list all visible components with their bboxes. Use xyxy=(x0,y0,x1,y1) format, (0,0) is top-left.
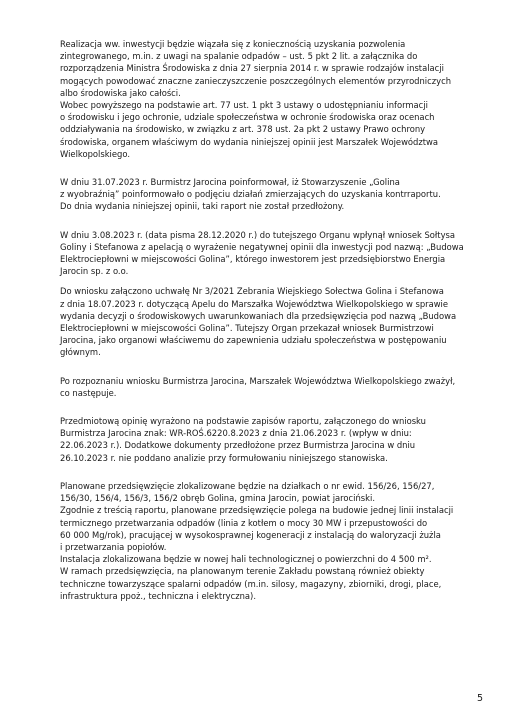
document-body xyxy=(60,38,492,602)
text-line: Burmistrza Jarocina znak: WR-ROŚ.6220.8.2023 z dnia 21.06.2023 r. (wpływ w dniu: xyxy=(60,428,412,439)
text-line: Zgodnie z treścią raportu, planowane przedsięwzięcie polega na budowie jednej linii instalacji xyxy=(60,505,454,516)
text-line: 60 000 Mg/rok), pracującej w wysokosprawnej kogeneracji z instalacją do waloryzacji żużla xyxy=(60,529,441,540)
text-line: Instalacja zlokalizowana będzie w nowej hali technologicznej o powierzchni do 4 500 m². xyxy=(60,554,432,565)
paragraph-sołtys-request xyxy=(60,229,492,278)
paragraph-project-description xyxy=(60,480,492,602)
text-line: 22.06.2023 r.). Dodatkowe dokumenty przedłożone przez Burmistrza Jarocina w dniu xyxy=(60,440,416,451)
text-line: 156/30, 156/4, 156/3, 156/2 obręb Golina, gmina Jarocin, powiat jarociński. xyxy=(60,493,375,504)
text-line: 26.10.2023 r. nie poddano analizie przy formułowaniu niniejszego stanowiska. xyxy=(60,452,388,463)
text-line: Jarocin sp. z o.o. xyxy=(60,266,129,277)
paragraph-resolution-attachment xyxy=(60,285,492,358)
text-line: Goliny i Stefanowa z apelacją o wyrażenie negatywnej opinii dla inwestycji pod nazwą: „Budowa xyxy=(60,241,464,252)
text-line: z dnia 18.07.2023 r. dotyczącą Apelu do Marszałka Województwa Wielkopolskiego w sprawie xyxy=(60,298,449,309)
text-line: o środowisku i jego ochronie, udziale społeczeństwa w ochronie środowiska oraz ocenach xyxy=(60,112,435,123)
paragraph-counter-report xyxy=(60,176,492,213)
text-line: Planowane przedsięwzięcie zlokalizowane będzie na działkach o nr ewid. 156/26, 156/27, xyxy=(60,480,435,491)
text-line: Do dnia wydania niniejszej opinii, taki raport nie został przedłożony. xyxy=(60,201,345,212)
text-line: Po rozpoznaniu wniosku Burmistrza Jarocina, Marszałek Województwa Wielkopolskiego zważył, xyxy=(60,375,456,386)
paragraph-permit-and-authority xyxy=(60,38,492,160)
text-line: W dniu 31.07.2023 r. Burmistrz Jarocina poinformował, iż Stowarzyszenie „Golina xyxy=(60,177,400,188)
text-line: Przedmiotową opinię wyrażono na podstawie zapisów raportu, załączonego do wniosku xyxy=(60,416,426,427)
text-line: Realizacja ww. inwestycji będzie wiązała się z koniecznością uzyskania pozwolenia xyxy=(60,39,406,49)
text-line: i przetwarzania popiołów. xyxy=(60,541,167,552)
text-line: W dniu 3.08.2023 r. (data pisma 28.12.2020 r.) do tutejszego Organu wpłynął wniosek Sołtysa xyxy=(60,229,456,240)
text-line: zintegrowanego, m.in. z uwagi na spalanie odpadów – ust. 5 pkt 2 lit. a załącznika do xyxy=(60,51,418,62)
text-line: Jarocina, jako organowi właściwemu do zapewnienia udziału społeczeństwa w postępowaniu xyxy=(60,335,447,346)
text-line: mogących powodować znaczne zanieczyszczenie poszczególnych elementów przyrodniczych xyxy=(60,75,452,86)
text-line: Elektrociepłowni w miejscowości Golina”. Tutejszy Organ przekazał wniosek Burmistrzowi xyxy=(60,323,434,334)
page-number: 5 xyxy=(477,693,484,704)
text-line: z wyobraźnią” poinformowało o podjęciu działań zmierzających do uzyskania kontrraportu. xyxy=(60,189,441,200)
text-line: Wielkopolskiego. xyxy=(60,148,130,159)
text-line: albo środowiska jako całości. xyxy=(60,87,181,98)
text-line: oddziaływania na środowisko, w związku z art. 378 ust. 2a pkt 2 ustawy Prawo ochrony xyxy=(60,124,426,135)
text-line: środowiska, organem właściwym do wydania niniejszej opinii jest Marszałek Województwa xyxy=(60,136,439,147)
text-line: Elektrociepłowni w miejscowości Golina”, którego inwestorem jest przedsiębiorstwo Energia xyxy=(60,254,446,265)
text-line: Wobec powyższego na podstawie art. 77 ust. 1 pkt 3 ustawy o udostępnianiu informacji xyxy=(60,100,428,111)
text-line: techniczne towarzyszące spalarni odpadów (m.in. silosy, magazyny, zbiorniki, drogi, place, xyxy=(60,578,442,589)
text-line: rozporządzenia Ministra Środowiska z dnia 27 sierpnia 2014 r. w sprawie rodzajów instalacji xyxy=(60,63,444,74)
text-line: Do wniosku załączono uchwałę Nr 3/2021 Zebrania Wiejskiego Sołectwa Golina i Stefanowa xyxy=(60,286,444,297)
paragraph-opinion-basis xyxy=(60,415,492,464)
text-line: W ramach przedsięwzięcia, na planowanym terenie Zakładu powstaną również obiekty xyxy=(60,566,425,577)
text-line: głównym. xyxy=(60,347,101,358)
text-line: wydania decyzji o środowiskowych uwarunkowaniach dla przedsięwzięcia pod nazwą „Budowa xyxy=(60,310,457,321)
paragraph-consideration xyxy=(60,375,492,399)
text-line: infrastruktura ppoż., techniczna i elektryczna). xyxy=(60,590,256,601)
text-line: co następuje. xyxy=(60,387,117,398)
text-line: termicznego przetwarzania odpadów (linia z kotłem o mocy 30 MW i przepustowości do xyxy=(60,517,428,528)
